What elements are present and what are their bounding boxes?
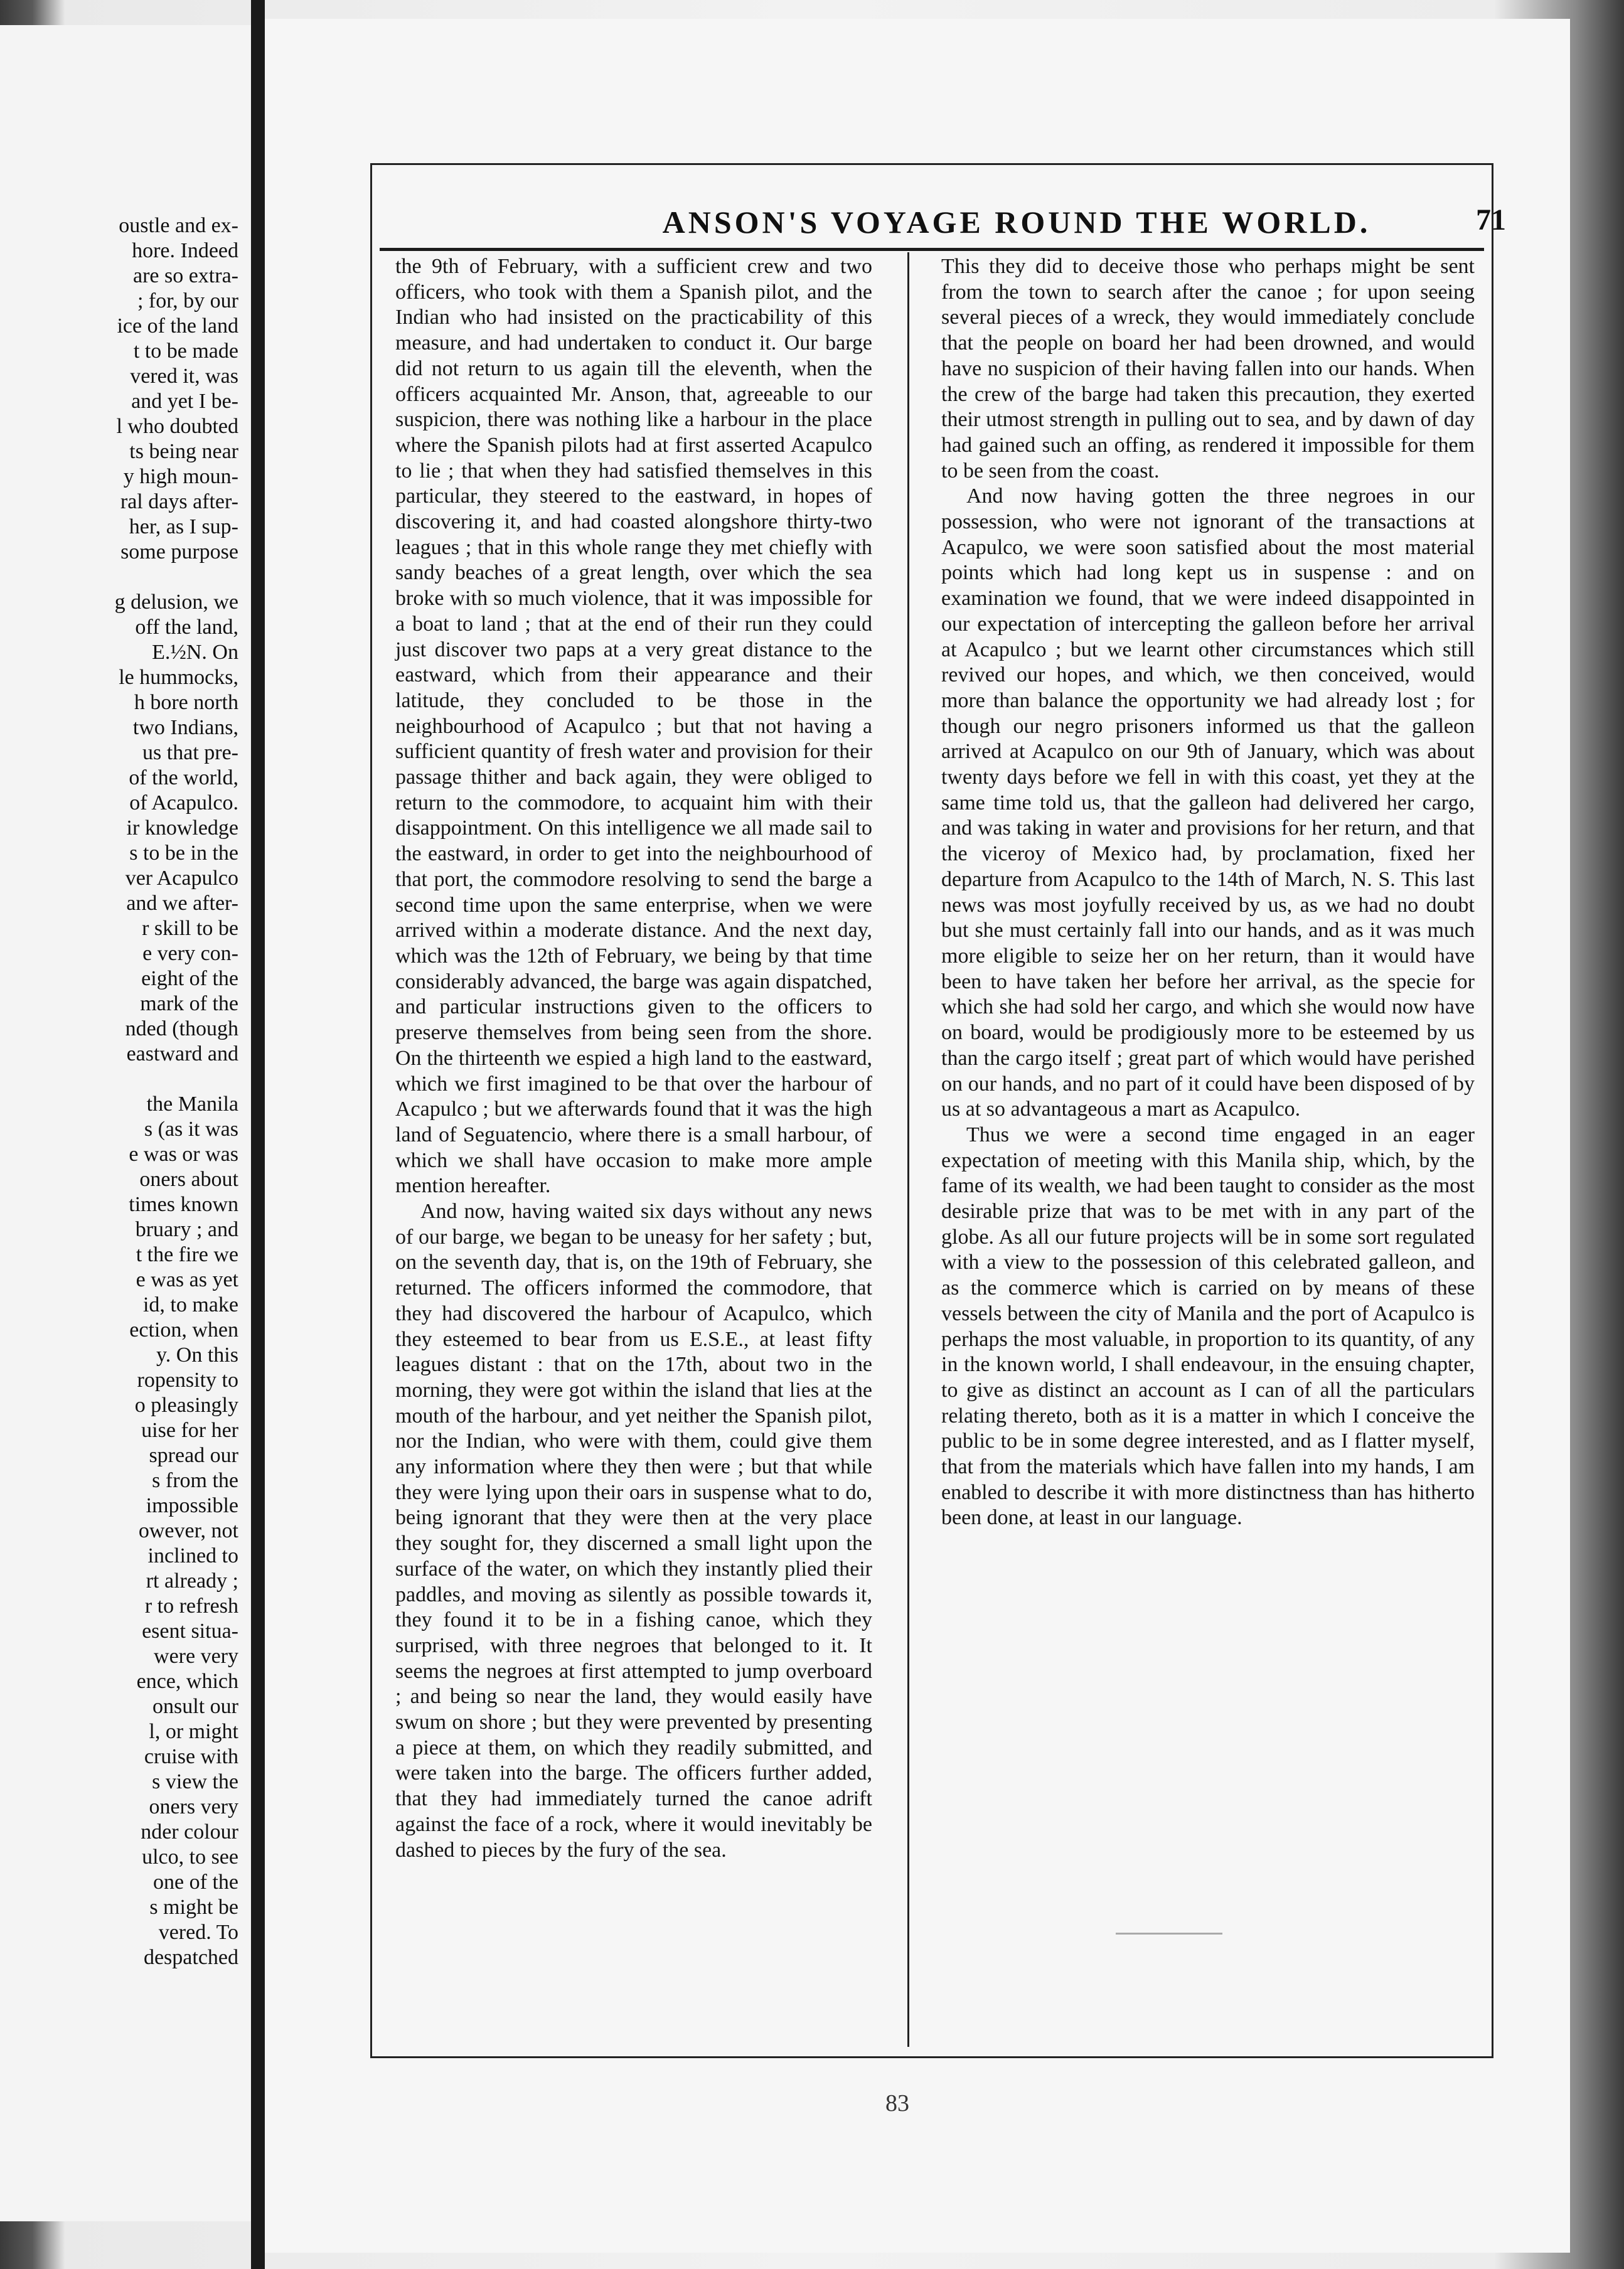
facing-page-line: despatched <box>143 1946 238 1969</box>
facing-page-text <box>0 213 238 1970</box>
facing-page-line: the Manila <box>146 1092 238 1116</box>
facing-page-line: eight of the <box>141 967 238 990</box>
facing-page-line: ropensity to <box>137 1369 238 1392</box>
facing-page-line: are so extra- <box>132 264 238 287</box>
facing-page-line: l, or might <box>149 1720 238 1743</box>
facing-page-line: s from the <box>152 1469 238 1492</box>
facing-page-line: vered it, was <box>130 365 238 388</box>
facing-page-line: s to be in the <box>129 841 238 865</box>
facing-page-line: le hummocks, <box>119 666 238 689</box>
facing-page-line: ice of the land <box>117 314 238 338</box>
header-rule <box>380 248 1484 251</box>
facing-page-line: ; for, by our <box>137 289 238 312</box>
facing-page-line: oners about <box>139 1168 238 1191</box>
facing-page-line: t to be made <box>133 339 238 363</box>
facing-page-line: hore. Indeed <box>132 239 238 262</box>
facing-page-line: bruary ; and <box>135 1218 238 1241</box>
facing-page-line: us that pre- <box>142 741 238 764</box>
facing-page-line: two Indians, <box>132 716 238 739</box>
running-title: ANSON'S VOYAGE ROUND THE WORLD. <box>662 205 1371 240</box>
facing-page-line: mark of the <box>140 992 238 1015</box>
facing-page-line: ver Acapulco <box>125 867 238 890</box>
facing-page-line: e was or was <box>129 1143 238 1166</box>
column-divider <box>907 252 909 2047</box>
facing-page-line: g delusion, we <box>114 590 238 614</box>
facing-page-line: r skill to be <box>142 917 238 940</box>
facing-page-line: e very con- <box>142 942 238 965</box>
facing-page-line: vered. To <box>158 1921 238 1944</box>
facing-page-line: ir knowledge <box>126 816 238 840</box>
facing-page-line: id, to make <box>142 1293 238 1316</box>
facing-page-line: inclined to <box>147 1544 238 1567</box>
paragraph: Thus we were a second time engaged in an eager expectation of meeting with this Manila ship, which, by the fame of its wealth, we had been taught to consider as the most desirable prize that was to be met with in any part of the globe. As all our future projects will be in some sort regulated with a view to the possession of this celebrated galleon, and as the commerce which is carried on by means of these vessels between the city of Manila and the port of Acapulco is perhaps the most valuable, in proportion to its quantity, of any in the known world, I shall endeavour, in the ensuing chapter, to give as distinct an account as I can of all the particulars relating thereto, both as it is a matter in which I conceive the public to be in some degree interested, and as I flatter myself, that from the materials which have fallen into my hands, I am enabled to describe it with more distinctness than has hitherto been done, at least in our language. <box>941 1123 1475 1530</box>
facing-page-line: t the fire we <box>136 1243 238 1266</box>
facing-page-line: l who doubted <box>116 415 238 438</box>
book-gutter <box>251 0 265 2269</box>
facing-page-line: eastward and <box>126 1042 238 1065</box>
facing-page-line: ence, which <box>136 1670 238 1693</box>
facing-page-line: of the world, <box>129 766 238 789</box>
signature-mark: 83 <box>885 2090 909 2117</box>
facing-page-line: ts being near <box>129 440 238 463</box>
facing-page-line: e was as yet <box>136 1268 238 1291</box>
running-header <box>628 204 1506 248</box>
facing-page-line: y. On this <box>156 1343 238 1367</box>
facing-page-line: ulco, to see <box>142 1845 238 1869</box>
facing-page-line: s (as it was <box>144 1118 238 1141</box>
facing-page-line: some purpose <box>120 540 238 563</box>
paragraph: And now having gotten the three negroes in our possession, who were not ignorant of the transactions at Acapulco, we were soon satisfied about the most material points which had long kept us in suspense : and on examination we found, that we were indeed disappointed in our expectation of intercepting the galleon before her arrival at Acapulco ; but we learnt other circumstances which still revived our hopes, and which, we then conceived, would more than balance the opportunity we had already lost ; for though our negro prisoners informed us that the galleon arrived at Acapulco on our 9th of January, which was about twenty days before we fell in with this coast, yet they at the same time told us, that the galleon had delivered her cargo, and was taking in water and provisions for her return, and that the viceroy of Mexico had, by proclamation, fixed her departure from Acapulco to the 14th of March, N. S. This last news was most joyfully received by us, as we had no doubt but she must certainly fall into our hands, and as it was much more eligible to seize her on her return, than it would have been to have taken her before her arrival, as the specie for which she had sold her cargo, and which she would now have on board, would be prodigiously more to be esteemed by us than the cargo itself ; great part of which would have perished on our hands, and no part of it could have been disposed of by us at so advantageous a mart as Acapulco. <box>941 484 1475 1121</box>
facing-page-line: s might be <box>149 1896 238 1919</box>
facing-page-line: her, as I sup- <box>129 515 238 538</box>
facing-page-line: y high moun- <box>123 465 238 488</box>
facing-page-line: were very <box>154 1645 238 1668</box>
facing-page-line: s view the <box>152 1770 238 1793</box>
facing-page-line: owever, not <box>138 1519 238 1542</box>
paragraph: And now, having waited six days without any news of our barge, we began to be uneasy for her safety ; but, on the seventh day, that is, on the 19th of February, she returned. The officers informed the commodore, that they had discovered the harbour of Acapulco, which they esteemed to bear from us E.S.E., at least fifty leagues distant : that on the 17th, about two in the morning, they were got within the island that lies at the mouth of the harbour, and yet neither the Spanish pilot, nor the Indian, who were with them, could give them any information where they then were ; but that while they were lying upon their oars in suspense what to do, being ignorant that they were then at the very place they sought for, they discerned a small light upon the surface of the water, on which they instantly plied their paddles, and moving as silently as possible towards it, they found it to be in a fishing canoe, which they surprised, with three negroes that belonged to it. It seems the negroes at first attempted to jump overboard ; and being so near the land, they would easily have swum on shore ; but they were prevented by presenting a piece at them, on which they readily submitted, and were taken into the barge. The officers further added, that they had immediately turned the canoe adrift against the face of a rock, where it would inevitably be dashed to pieces by the fury of the sea. <box>395 1200 872 1862</box>
text-column-right <box>941 254 1475 1531</box>
facing-page-line: uise for her <box>141 1419 238 1442</box>
facing-page-line: o pleasingly <box>134 1394 238 1417</box>
facing-page-line: rt already ; <box>146 1569 238 1593</box>
facing-page-line: r to refresh <box>144 1594 238 1618</box>
facing-page-line: one of the <box>153 1871 238 1894</box>
facing-page-line: and yet I be- <box>131 390 238 413</box>
facing-page-line: onsult our <box>152 1695 238 1718</box>
paragraph: the 9th of February, with a sufficient crew and two officers, who took with them a Spanish pilot, and the Indian who had insisted on the practicability of this measure, and had undertaken to conduct it. Our barge did not return to us again till the eleventh, when the officers acquainted Mr. Anson, that, agreeable to our suspicion, there was nothing like a harbour in the place where the Spanish pilots had at first asserted Acapulco to lie ; that when they had satisfied themselves in this particular, they steered to the eastward, in hopes of discovering it, and had coasted alongshore thirty-two leagues ; that in this whole range they met chiefly with sandy beaches of a great length, over which the sea broke with so much violence, that it was impossible for a boat to land ; that at the end of their run they could just discover two paps at a very great distance to the eastward, which from their appearance and their latitude, they concluded to be those in the neighbourhood of Acapulco ; but that not having a sufficient quantity of fresh water and provision for their passage thither and back again, they were obliged to return to the commodore, to acquaint him with their disappointment. On this intelligence we all made sail to the eastward, in order to get into the neighbourhood of that port, the commodore resolving to send the barge a second time upon the same enterprise, when we were arrived within a moderate distance. And the next day, which was the 12th of February, we being by that time considerably advanced, the barge was again dispatched, and particular instructions given to the officers to preserve themselves from being seen from the shore. On the thirteenth we espied a high land to the eastward, which we first imagined to be that over the harbour of Acapulco ; but we afterwards found that it was the high land of Seguatencio, where there is a small harbour, of which we shall have occasion to make more ample mention hereafter. <box>395 255 872 1198</box>
facing-page-line: h bore north <box>134 691 238 714</box>
facing-page-line: impossible <box>146 1494 238 1517</box>
end-rule <box>1116 1933 1222 1935</box>
facing-page-line: ral days after- <box>120 490 238 513</box>
text-column-left <box>395 254 872 1863</box>
facing-page-line: nded (though <box>125 1017 238 1040</box>
facing-page <box>0 25 255 2221</box>
facing-page-line: off the land, <box>135 616 238 639</box>
facing-page-line: oustle and ex- <box>119 214 238 237</box>
facing-page-line: oners very <box>149 1795 238 1818</box>
facing-page-line: times known <box>129 1193 238 1216</box>
facing-page-line: of Acapulco. <box>129 791 238 814</box>
facing-page-line: spread our <box>149 1444 238 1467</box>
facing-page-line: nder colour <box>141 1820 238 1844</box>
facing-page-line <box>0 1067 238 1092</box>
paragraph: This they did to deceive those who perhaps might be sent from the town to search after the canoe ; for upon seeing several pieces of a wreck, they would immediately conclude that the people on board her had been drowned, and would have no suspicion of their having fallen into our hands. When the crew of the barge had taken this precaution, they exerted their utmost strength in pulling out to sea, and by dawn of day had gained such an offing, as rendered it impossible for them to be seen from the coast. <box>941 255 1475 483</box>
page-number: 71 <box>1476 203 1506 237</box>
facing-page-line: and we after- <box>126 892 238 915</box>
facing-page-line: E.½N. On <box>152 641 238 664</box>
facing-page-line: esent situa- <box>142 1620 238 1643</box>
facing-page-line: ection, when <box>129 1318 238 1342</box>
facing-page-line <box>0 565 238 590</box>
facing-page-line: cruise with <box>144 1745 238 1768</box>
